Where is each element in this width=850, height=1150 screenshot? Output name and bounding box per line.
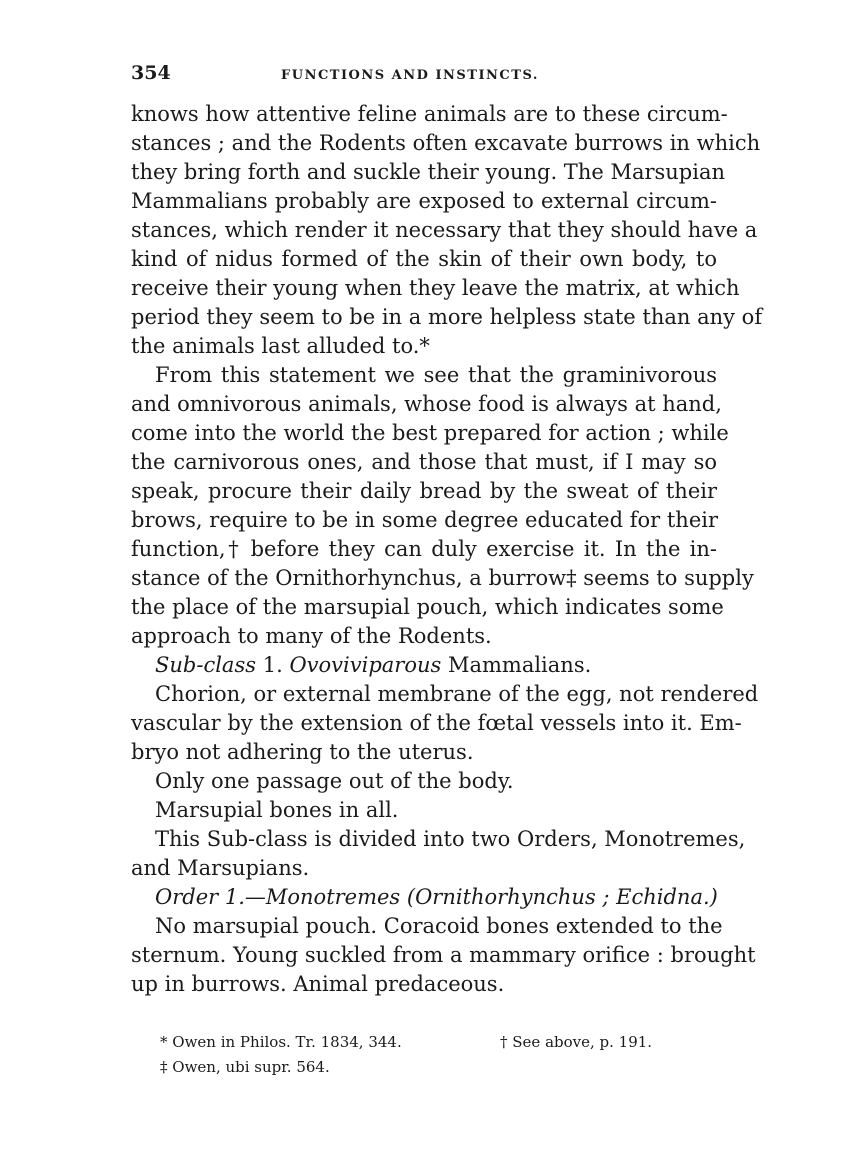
order-paragraph (131, 912, 756, 999)
text-line: From this statement we see that the graminivorous (155, 363, 717, 387)
subclass-label: Sub-class (155, 653, 257, 677)
footnote-row (160, 1055, 720, 1080)
page-content (131, 62, 763, 999)
text-line: Mammalians probably are exposed to external circum- (131, 189, 717, 213)
text-line: the place of the marsupial pouch, which indicates some (131, 595, 724, 619)
division-paragraph (131, 825, 746, 883)
text-line: This Sub-class is divided into two Orders, Monotremes, (155, 827, 746, 851)
footnote-1: * Owen in Philos. Tr. 1834, 344. (160, 1033, 402, 1051)
footnote-row (160, 1030, 720, 1055)
text-line: the carnivorous ones, and those that must, if I may so (131, 450, 717, 474)
page-number: 354 (131, 62, 171, 84)
marsupial-bones-line: Marsupial bones in all. (155, 798, 399, 822)
running-head: FUNCTIONS AND INSTINCTS. (281, 68, 539, 83)
text-line: vascular by the extension of the fœtal vessels into it. Em- (131, 711, 742, 735)
body-text (131, 100, 763, 999)
text-line: speak, procure their daily bread by the sweat of their (131, 479, 717, 503)
text-line: sternum. Young suckled from a mammary orifice : brought (131, 943, 756, 967)
text-line: the animals last alluded to.* (131, 334, 430, 358)
text-line: they bring forth and suckle their young. The Marsupian (131, 160, 726, 184)
chorion-paragraph (131, 680, 759, 767)
subclass-italic-name: Ovoviviparous (289, 653, 442, 677)
text-line: stances ; and the Rodents often excavate burrows in which (131, 131, 761, 155)
text-line: approach to many of the Rodents. (131, 624, 492, 648)
text-line: Chorion, or external membrane of the egg, not rendered (155, 682, 759, 706)
paragraph-1 (131, 100, 763, 361)
page-header (131, 62, 717, 100)
text-line: period they seem to be in a more helpless state than any of (131, 305, 763, 329)
paragraph-2 (131, 361, 754, 651)
text-line: No marsupial pouch. Coracoid bones extended to the (155, 914, 723, 938)
text-line: function,† before they can duly exercise it. In the in- (131, 537, 717, 561)
order-heading: Order 1.—Monotremes (Ornithorhynchus ; Echidna.) (155, 885, 718, 909)
subclass-number: 1. (262, 653, 283, 677)
text-line: and omnivorous animals, whose food is always at hand, (131, 392, 722, 416)
text-line: stances, which render it necessary that they should have a (131, 218, 758, 242)
text-line: receive their young when they leave the matrix, at which (131, 276, 740, 300)
text-line: stance of the Ornithorhynchus, a burrow‡ seems to supply (131, 566, 754, 590)
text-line: knows how attentive feline animals are to these circum- (131, 102, 728, 126)
text-line: bryo not adhering to the uterus. (131, 740, 474, 764)
text-line: and Marsupians. (131, 856, 310, 880)
footnote-3: ‡ Owen, ubi supr. 564. (160, 1058, 330, 1076)
text-line: up in burrows. Animal predaceous. (131, 972, 505, 996)
subclass-heading (131, 651, 717, 680)
subclass-name: Mammalians. (447, 653, 592, 677)
passage-line: Only one passage out of the body. (155, 769, 514, 793)
text-line: kind of nidus formed of the skin of their own body, to (131, 247, 717, 271)
text-line: come into the world the best prepared for action ; while (131, 421, 729, 445)
footnotes (160, 1030, 720, 1080)
text-line: brows, require to be in some degree educated for their (131, 508, 718, 532)
footnote-2: † See above, p. 191. (500, 1033, 653, 1051)
